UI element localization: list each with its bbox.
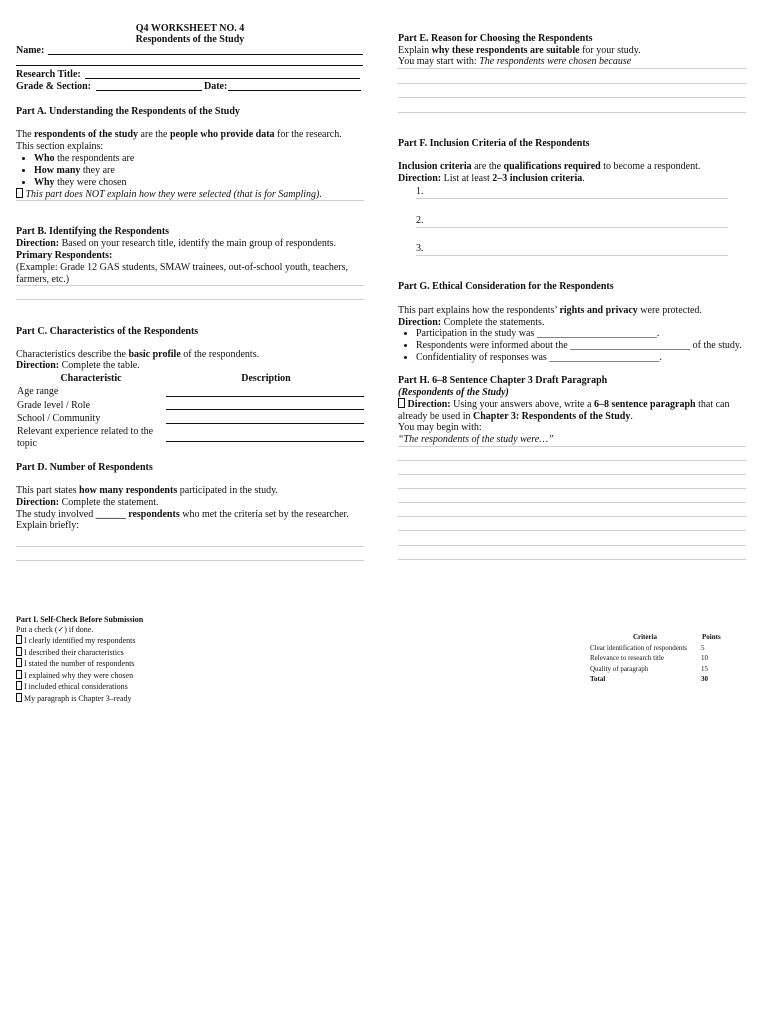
text: of the study.: [690, 340, 742, 351]
research-title-row: [16, 69, 364, 81]
self-check-item[interactable]: [16, 647, 136, 659]
list-item: [416, 352, 768, 364]
emphasis: Inclusion criteria: [398, 161, 472, 172]
answer-line[interactable]: [398, 545, 746, 546]
self-check-label: I explained why they were chosen: [22, 670, 134, 680]
part-e-heading: Part E. Reason for Choosing the Respondents: [398, 33, 593, 44]
criteria-field[interactable]: [416, 255, 728, 256]
rubric-header-criteria: Criteria: [632, 633, 658, 641]
part-d-heading: Part D. Number of Respondents: [16, 462, 153, 473]
text: Respondents were informed about the: [416, 340, 571, 351]
research-title-field[interactable]: [85, 78, 360, 79]
emphasis: respondents: [125, 509, 180, 520]
name-field-continuation[interactable]: [16, 65, 363, 66]
criteria-number: 3.: [416, 243, 424, 254]
part-d-direction: [16, 497, 159, 509]
emphasis: people who provide data: [169, 129, 275, 140]
table-cell: Grade level / Role: [17, 400, 91, 411]
part-c-heading: Part C. Characteristics of the Respondents: [16, 326, 199, 337]
description-field[interactable]: [166, 441, 364, 442]
text: .: [582, 173, 585, 184]
emphasis: 2–3 inclusion criteria: [492, 173, 583, 184]
answer-line[interactable]: [398, 68, 746, 69]
grade-section-field[interactable]: [96, 90, 202, 91]
table-cell: Relevant experience related to the topic: [17, 426, 154, 449]
text: The study involved: [16, 509, 96, 520]
self-check-item[interactable]: [16, 635, 136, 647]
part-g-heading: Part G. Ethical Consideration for the Respondents: [398, 281, 614, 292]
answer-line[interactable]: [398, 112, 746, 113]
part-e-starter: [398, 56, 748, 68]
direction-text: Based on your research title, identify the main group of respondents.: [59, 238, 337, 249]
text: are the: [471, 161, 504, 172]
self-check-list: [16, 635, 136, 704]
grade-section-row: [16, 81, 364, 93]
text: .: [630, 411, 633, 422]
answer-blank[interactable]: ________________________: [536, 328, 657, 339]
direction-label: Direction:: [398, 317, 442, 328]
date-field[interactable]: [228, 90, 361, 91]
answer-line[interactable]: [398, 516, 746, 517]
part-f-intro: [398, 161, 748, 173]
answer-line[interactable]: [398, 530, 746, 531]
date-label: Date:: [204, 81, 228, 92]
text: the respondents are: [54, 153, 135, 164]
text: of the respondents.: [180, 349, 260, 360]
direction-label: Direction:: [398, 173, 442, 184]
rubric-criteria-total: Total: [590, 675, 606, 683]
list-item: [34, 165, 134, 177]
part-g-bullets: [382, 328, 768, 364]
number-blank[interactable]: ______: [95, 509, 126, 520]
list-item: [34, 153, 134, 165]
name-row: [16, 45, 364, 57]
rubric-points-total: 30: [701, 675, 708, 683]
text: Confidentiality of responses was: [416, 352, 550, 363]
part-b-example: (Example: Grade 12 GAS students, SMAW trainees, out-of-school youth, teachers, farmers, etc.): [16, 262, 348, 285]
rubric-points: 5: [701, 644, 705, 652]
answer-line[interactable]: [398, 559, 746, 560]
text: they are: [80, 165, 115, 176]
answer-line[interactable]: [16, 285, 364, 286]
part-c-direction: [16, 360, 140, 372]
emphasis: rights and privacy: [559, 305, 638, 316]
part-i-instruction: Put a check (✓) if done.: [16, 625, 94, 634]
answer-line[interactable]: [16, 546, 364, 547]
rubric-points: 15: [701, 665, 708, 673]
self-check-label: I clearly identified my respondents: [22, 636, 136, 645]
emphasis: 6–8 sentence paragraph: [593, 399, 696, 410]
answer-line[interactable]: [398, 502, 746, 503]
text: .: [656, 328, 660, 339]
checkbox-icon: [16, 188, 23, 198]
list-item: [416, 340, 768, 352]
note-text: This part does NOT explain how they were selected (that is for Sampling).: [23, 189, 322, 200]
part-f-heading: Part F. Inclusion Criteria of the Respondents: [398, 138, 590, 149]
text: List at least: [441, 173, 493, 184]
description-field[interactable]: [166, 396, 364, 397]
direction-label: Direction:: [405, 399, 451, 410]
rubric-criteria: Relevance to research title: [590, 654, 665, 662]
part-h-heading: Part H. 6–8 Sentence Chapter 3 Draft Paragraph: [398, 375, 608, 386]
text: are the: [138, 129, 170, 140]
self-check-item[interactable]: [16, 670, 136, 682]
self-check-label: My paragraph is Chapter 3–ready: [22, 693, 132, 703]
part-f-direction: [398, 173, 748, 185]
answer-blank[interactable]: ________________________: [570, 340, 691, 351]
text: This part explains how the respondents’: [398, 305, 560, 316]
answer-line[interactable]: [398, 83, 746, 84]
text: for your study.: [579, 45, 641, 56]
emphasis: Why: [34, 177, 55, 188]
emphasis: qualifications required: [503, 161, 601, 172]
rubric-criteria: Clear identification of respondents: [590, 644, 687, 652]
part-i-heading: Part I. Self-Check Before Submission: [16, 615, 144, 624]
divider: [16, 200, 364, 201]
answer-line[interactable]: [16, 560, 364, 561]
text: Explain: [398, 45, 432, 56]
text: that can already be used in: [398, 399, 730, 422]
begin-label: You may begin with:: [398, 422, 482, 433]
part-g-intro: [398, 305, 748, 317]
table-cell: School / Community: [17, 413, 101, 424]
self-check-label: I included ethical considerations: [22, 682, 128, 691]
part-a-explains: This section explains:: [16, 141, 104, 152]
answer-line[interactable]: [398, 97, 746, 98]
direction-label: Direction:: [16, 238, 60, 249]
self-check-label: I described their characteristics: [22, 647, 124, 657]
text: Participation in the study was: [416, 328, 537, 339]
part-b-heading: Part B. Identifying the Respondents: [16, 226, 170, 237]
self-check-item[interactable]: [16, 693, 136, 705]
criteria-number: 1.: [416, 186, 424, 197]
text: The: [16, 129, 35, 140]
part-h-direction: [398, 398, 748, 423]
part-a-bullets: [0, 153, 134, 189]
research-title-label: Research Title:: [16, 69, 81, 80]
description-field[interactable]: [166, 409, 364, 410]
table-cell: Age range: [17, 386, 59, 397]
direction-label: Direction:: [16, 497, 60, 508]
self-check-label: I stated the number of respondents: [22, 659, 135, 668]
emphasis: respondents of the study: [34, 129, 139, 140]
part-a-heading: Part A. Understanding the Respondents of the Study: [16, 106, 240, 117]
criteria-number: 2.: [416, 215, 424, 226]
self-check-item[interactable]: [16, 658, 136, 670]
list-item: [416, 328, 768, 340]
criteria-field[interactable]: [416, 227, 728, 228]
part-d-intro: [16, 485, 366, 497]
direction-text: Complete the statement.: [59, 497, 159, 508]
text: .: [659, 352, 662, 363]
worksheet-title: Q4 WORKSHEET NO. 4: [135, 23, 245, 34]
begin-quote: “The respondents of the study were…”: [398, 434, 554, 445]
text: This part states: [16, 485, 80, 496]
explain-label: Explain briefly:: [16, 520, 80, 531]
text: they were chosen: [54, 177, 127, 188]
name-label: Name:: [16, 45, 45, 56]
part-b-direction: [16, 238, 366, 250]
worksheet-subtitle: Respondents of the Study: [135, 34, 245, 45]
text: Characteristics describe the: [16, 349, 129, 360]
answer-line[interactable]: [398, 460, 746, 461]
text: participated in the study.: [177, 485, 278, 496]
answer-line[interactable]: [398, 488, 746, 489]
text: were protected.: [637, 305, 702, 316]
rubric-criteria: Quality of paragraph: [590, 665, 649, 673]
self-check-item[interactable]: [16, 681, 136, 693]
rubric-points: 10: [701, 654, 708, 662]
text: for the research.: [274, 129, 342, 140]
emphasis: basic profile: [128, 349, 181, 360]
starter-text: The respondents were chosen because: [479, 56, 632, 67]
emphasis: How many: [34, 165, 81, 176]
primary-respondents-label: Primary Respondents:: [16, 250, 113, 261]
grade-section-label: Grade & Section:: [16, 81, 91, 92]
description-field[interactable]: [166, 423, 364, 424]
emphasis: Who: [34, 153, 55, 164]
direction-label: Direction:: [16, 360, 60, 371]
answer-line[interactable]: [398, 446, 746, 447]
answer-blank[interactable]: ______________________: [549, 352, 660, 363]
text: to become a respondent.: [600, 161, 701, 172]
name-field[interactable]: [48, 54, 363, 55]
rubric-header-points: Points: [702, 633, 721, 641]
criteria-field[interactable]: [416, 198, 728, 199]
direction-text: Complete the statements.: [441, 317, 545, 328]
part-h-subheading: (Respondents of the Study): [398, 387, 509, 398]
part-a-intro: [16, 129, 366, 141]
direction-text: Complete the table.: [59, 360, 140, 371]
emphasis: why these respondents are suitable: [431, 45, 580, 56]
answer-line[interactable]: [16, 299, 364, 300]
checkbox-icon: [398, 398, 405, 408]
emphasis: how many respondents: [79, 485, 178, 496]
table-header-description: Description: [241, 373, 291, 384]
answer-line[interactable]: [398, 474, 746, 475]
text: who met the criteria set by the researcher.: [179, 509, 349, 520]
text: Using your answers above, write a: [450, 399, 594, 410]
table-header-characteristic: Characteristic: [60, 373, 122, 384]
text: You may start with:: [398, 56, 480, 67]
emphasis: Chapter 3: Respondents of the Study: [472, 411, 631, 422]
